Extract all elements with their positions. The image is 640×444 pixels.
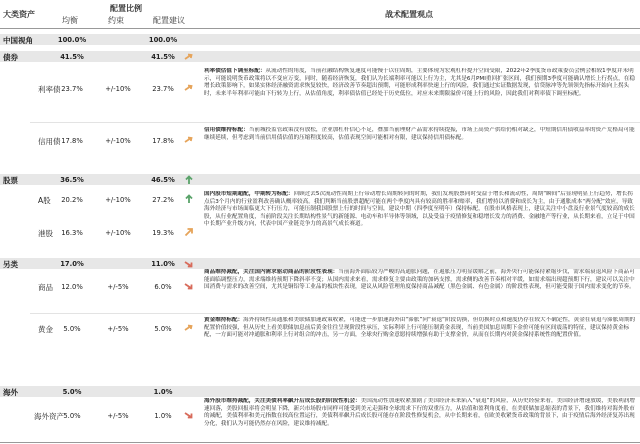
arrow-right-down-icon — [184, 259, 194, 269]
row-bond-name: 债券 — [3, 53, 18, 62]
view-credit-bond-body: 当前城投监管政策没有放松，企业加杠杆信心不足，叠加当前理财产品需求持续提振，市场上高资产供给仍相对缺乏，中短期信用债收益率的资产荒格局可能继续延续，但考虑到当前信用债估值的压缩程度较高，估值表现空间可能相对有限，建议保持信用债标配。 — [204, 127, 635, 141]
row-credit-bond-suggest: 17.8% — [152, 137, 174, 145]
arrow-right-up-icon — [184, 52, 194, 62]
row-hk-share-suggest: 19.3% — [152, 229, 174, 237]
row-credit-bond-constraint: +/-10% — [105, 137, 131, 145]
row-commodity-mean: 12.0% — [61, 283, 83, 291]
row-equity-name: 股票 — [3, 176, 18, 185]
arrow-right-up-icon — [184, 135, 194, 145]
arrow-up-icon — [184, 194, 194, 204]
row-overseas-equity-name: 海外资产 — [34, 412, 64, 421]
row-credit-bond-mean: 17.8% — [61, 137, 83, 145]
row-rate-bond-suggest: 23.7% — [152, 85, 174, 93]
row-commodity-constraint: +/-5% — [107, 283, 129, 291]
header-divider — [0, 28, 640, 29]
row-hk-share-mean: 16.3% — [61, 229, 83, 237]
row-rate-bond-constraint: +/-10% — [105, 85, 131, 93]
view-gold — [204, 317, 636, 375]
view-equity-lead: 国内股市短期超配，中期转为标配： — [204, 191, 294, 197]
row-band-alt — [0, 258, 640, 269]
arrow-right-up-icon — [184, 83, 194, 93]
row-rate-bond-mean: 23.7% — [61, 85, 83, 93]
row-gold-suggest: 5.0% — [154, 325, 172, 333]
header-ratio: 配置比例 — [110, 4, 142, 13]
arrow-up-icon — [184, 175, 194, 185]
view-rate-bond-lead: 利率债估值下调至标配： — [204, 68, 266, 74]
row-overseas-mean: 5.0% — [62, 388, 82, 396]
view-commodity — [204, 269, 636, 311]
view-gold-lead: 黄金维持标配： — [204, 317, 244, 323]
view-equity — [204, 191, 636, 260]
arrow-right-down-icon — [184, 281, 194, 291]
view-equity-body: 回顾过去5次流动性周期上行带动增长周期转向的时期，我们发现股票同时受益于增长和流动性，周期“瞬间”后显现明显上行趋势，增长拐点后3个月内的行业盈利改善确认概率较高。我们判断当前股票超配可能在两个季度内具有较高的胜率和赔率，我们增持以消费和成长为主，由于通胀成本“两分配”效应，导致海外经济与市场面临更大下行压力，可能压制我国股票上行的时间与空间，建议中期（四季度至明年）保持标配，在股市风格表现上，建议关注中小盘及行业景气度较高的成长股，从行业配置角度，当前阶段关注长期结构性景气的新能源、电动车和半导体等领域，以及受益于疫情修复和稳增长发力的消费、金融地产等行业，从长期来看，立足于中国中长期产业升级方向，代表中国产业链竞争力的高景气成长赛道。 — [204, 191, 635, 228]
view-credit-bond-lead: 信用债维持标配： — [204, 127, 249, 133]
row-bond-mean: 41.5% — [60, 53, 84, 61]
arrow-right-down-icon — [184, 410, 194, 420]
row-alt-mean: 17.0% — [60, 260, 84, 268]
row-a-share-suggest: 27.2% — [152, 196, 174, 204]
row-band-overseas — [0, 386, 640, 397]
row-gold-mean: 5.0% — [63, 325, 81, 333]
header-view: 战术配置观点 — [385, 10, 433, 19]
row-alt-suggest: 11.0% — [151, 260, 175, 268]
bottom-divider — [0, 442, 640, 443]
row-hk-share-name: 港股 — [38, 229, 53, 238]
view-overseas-lead: 海外股市维持减配，关注美债利率飙升后成长股的阶段性机会： — [204, 398, 361, 404]
header-asset: 大类资产 — [3, 10, 35, 19]
row-hk-share-constraint: +/-10% — [105, 229, 131, 237]
row-gold-constraint: +/-5% — [107, 325, 129, 333]
row-a-share-name: A股 — [38, 196, 51, 205]
row-china-suggest: 100.0% — [148, 36, 178, 44]
view-commodity-body: 当前海外面临较为严峻的高通胀问题，在遏胀压力明显缓解之前，海外央行可能保持紧缩步伐，需求端衰退风险下商品可能面临调整压力，需求端维持预期下降斜率不变；从国内需求来看，需求修复主要由政策的加码支撑，需求侧的改善节奏相对平缓，如需求端出现超预期下行，建议可以关注中国消费与需求的改善空间，尤其是铜铝等工业品的板块性表现，建议从风险管理角度保持商品减配（黑色金属、有色金属）的阶段性表现，但可能受限于国内需求变化的节奏。 — [204, 269, 635, 291]
row-commodity-name: 商品 — [38, 283, 53, 292]
arrow-right-up-icon — [184, 323, 194, 333]
view-rate-bond-body: 从流动性的角度，当前社融结构恢复速度可能慢于以往周期，主要体现为宏观杠杆提升空间受限，2022年2季度货币政策委员会例会相较1季度并未明示，可能说明货币政策将以不变应万变，同时，随着经济恢复，我们认为长端利率可能以上行为主，尤其是6月PMI重回扩张区间，我们预期3季度可能确认增长上行拐点，在稳增长政策影响下，如果实体经济融资需求恢复较快，经济改善节奏超出预期，可能形成利率快速上行的风险，我们通过实证数据发现，信贷脉冲等先领领先指标开始向上拐头时，未来半年利率可能由下行转为上行，从估值角度，利率债估值已经处于历史低位，对应未来期限溢价可能上行的风险，因此我们对利率债下调至标配。 — [204, 68, 635, 97]
row-credit-bond-name: 信用债 — [38, 137, 61, 146]
row-overseas-suggest: 1.0% — [153, 388, 173, 396]
arrow-up-right-icon — [184, 227, 194, 237]
header-mean: 均衡 — [62, 16, 78, 25]
view-overseas — [204, 398, 636, 442]
view-gold-body: 海外持续性高通胀和美联储加速政策收紧，可能进一步加速海外由“滞胀”向“衰退”阶段切换，但切换时点和速度仍存在较大不确定性，黄金在衰退与滞胀周期的配置价值较强，但从历史上看美联储加息前后黄金往往呈现阶段性承压，实际利率上行可能压制黄金表现，当前美国加息周期下金价可能有区间震荡的特征，建议保持黄金标配，一方面可能对冲通胀和利率上行对组合的冲击，另一方面，全球央行购金意愿持续增强有助于支撑金价，从而在长期内对黄金保持系统性的配置价值。 — [204, 317, 636, 339]
row-band-china — [0, 34, 640, 45]
row-china-name: 中国视角 — [3, 36, 33, 45]
row-alt-name: 另类 — [3, 260, 18, 269]
header-constraint: 约束 — [108, 16, 124, 25]
divider — [30, 313, 640, 314]
divider — [30, 122, 640, 123]
row-overseas-name: 海外 — [3, 388, 18, 397]
row-a-share-constraint: +/-10% — [105, 196, 131, 204]
row-commodity-suggest: 6.0% — [154, 283, 172, 291]
view-overseas-body: 美国流动性加速收紧加剧了美国经济未来陷入“衰退”的风险，从历史经验来看，美国经济增速放缓，美股利润增速回落，美股回报率将会明显下降，新兴市场股市同样可能受到美元走强和全球需求下行的双重压力，从估值和盈利角度看，在美联储加息缩表的背景下，我们维持对海外股市的减配，美债利率和美元指数在较高位置运行，美债利率飙升后成长股可能存在阶段性修复机会，从中长期来看，在欧美收紧货币政策的背景下，由于疫情后海外经济复苏出现分化，我们认为可能仍然存在风险，建议维持减配。 — [204, 398, 635, 427]
row-bond-suggest: 41.5% — [151, 53, 175, 61]
row-overseas-equity-suggest: 1.0% — [154, 412, 172, 420]
view-rate-bond — [204, 68, 636, 118]
row-band-equity — [0, 174, 640, 185]
row-china-mean: 100.0% — [57, 36, 87, 44]
view-credit-bond — [204, 127, 636, 159]
view-commodity-lead: 商品维持减配，关注国内需求驱动商品的阶段性表现： — [204, 269, 339, 275]
row-rate-bond-name: 利率债 — [38, 85, 61, 94]
row-band-bond — [0, 51, 640, 62]
header-suggest: 配置建议 — [153, 16, 185, 25]
row-equity-suggest: 46.5% — [151, 176, 175, 184]
row-gold-name: 黄金 — [38, 325, 53, 334]
row-overseas-equity-constraint: +/-5% — [107, 412, 129, 420]
row-overseas-equity-mean: 5.0% — [63, 412, 81, 420]
row-a-share-mean: 20.2% — [61, 196, 83, 204]
row-equity-mean: 36.5% — [60, 176, 84, 184]
